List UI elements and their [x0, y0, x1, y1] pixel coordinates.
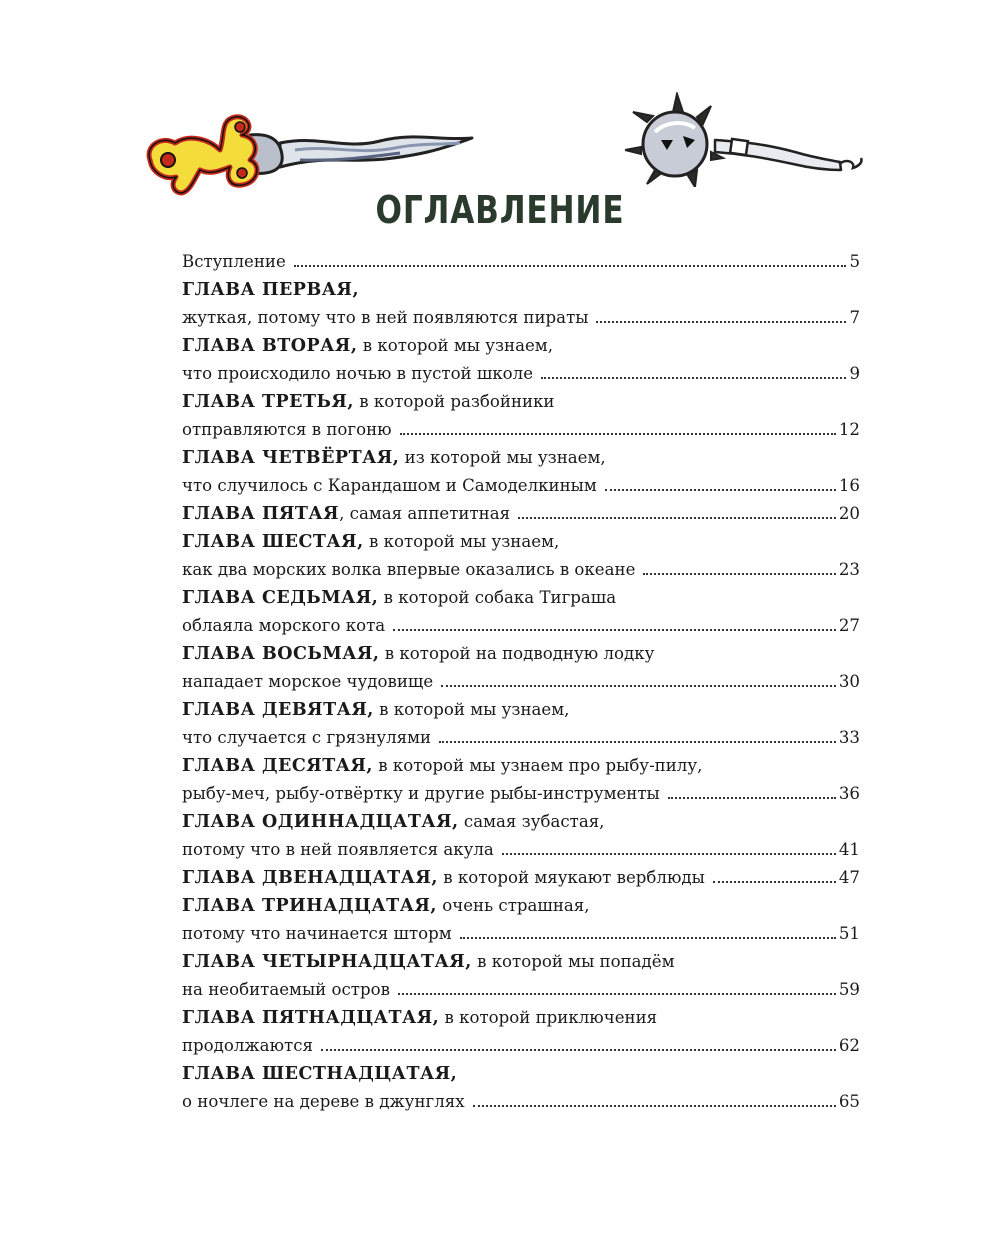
page-number: 59 — [838, 980, 860, 999]
toc-line — [182, 248, 860, 276]
dot-leader — [439, 740, 836, 743]
toc-line-text — [182, 360, 533, 388]
toc-line — [182, 444, 860, 472]
chapter-description: самая зубастая, — [458, 812, 605, 831]
toc-entry[interactable] — [182, 388, 860, 444]
chapter-heading: ГЛАВА ВОСЬМАЯ, — [182, 644, 380, 664]
chapter-description: потому что в ней появляется акула — [182, 840, 494, 859]
chapter-description: из которой мы узнаем, — [399, 448, 606, 467]
chapter-heading: ГЛАВА ТРИНАДЦАТАЯ, — [182, 896, 437, 916]
toc-line — [182, 1088, 860, 1116]
page-number: 7 — [849, 308, 860, 327]
toc-line-text — [182, 500, 510, 528]
dot-leader — [400, 432, 836, 435]
toc-line — [182, 780, 860, 808]
toc-entry[interactable] — [182, 584, 860, 640]
toc-line — [182, 920, 860, 948]
toc-entry[interactable] — [182, 444, 860, 500]
page-number: 36 — [838, 784, 860, 803]
chapter-description: в которой разбойники — [353, 392, 555, 411]
chapter-description: в которой на подводную лодку — [379, 644, 655, 663]
chapter-description: отправляются в погоню — [182, 420, 392, 439]
toc-line-text — [182, 696, 569, 724]
toc-line — [182, 724, 860, 752]
chapter-description: в которой приключения — [439, 1008, 658, 1027]
page-number: 30 — [838, 672, 860, 691]
chapter-heading: ГЛАВА ПЯТАЯ — [182, 504, 340, 524]
toc-line-text — [182, 584, 616, 612]
toc-line-text — [182, 612, 385, 640]
toc-line-text — [182, 808, 604, 836]
toc-line — [182, 976, 860, 1004]
toc-line — [182, 332, 860, 360]
toc-line — [182, 1004, 860, 1032]
chapter-description: в которой мы узнаем, — [363, 532, 560, 551]
chapter-description: что случается с грязнулями — [182, 728, 432, 747]
chapter-description: что происходило ночью в пустой школе — [182, 364, 534, 383]
chapter-description: Вступление — [182, 252, 286, 271]
toc-line — [182, 864, 860, 892]
toc-line-text — [182, 752, 702, 780]
toc-line — [182, 752, 860, 780]
chapter-description: в которой мы узнаем про рыбу-пилу, — [373, 756, 703, 775]
toc-line-text — [182, 556, 635, 584]
toc-line-text — [182, 1060, 457, 1088]
page-number: 23 — [838, 560, 860, 579]
toc-line — [182, 472, 860, 500]
toc-entry[interactable] — [182, 332, 860, 388]
toc-entry[interactable] — [182, 1060, 860, 1116]
chapter-description: , самая аппетитная — [339, 504, 511, 523]
dot-leader — [441, 684, 836, 687]
dot-leader — [605, 488, 836, 491]
toc-line — [182, 584, 860, 612]
toc-line-text — [182, 976, 390, 1004]
toc-line-text — [182, 864, 705, 892]
toc-line-text — [182, 724, 431, 752]
chapter-heading: ГЛАВА ШЕСТНАДЦАТАЯ, — [182, 1064, 458, 1084]
chapter-heading: ГЛАВА ПЯТНАДЦАТАЯ, — [182, 1008, 440, 1028]
toc-line — [182, 1032, 860, 1060]
chapter-description: в которой собака Тиграша — [378, 588, 617, 607]
toc-line — [182, 500, 860, 528]
toc-line-text — [182, 892, 590, 920]
toc-line-text — [182, 416, 392, 444]
toc-line-text — [182, 1032, 313, 1060]
toc-entry[interactable] — [182, 864, 860, 892]
toc-entry[interactable] — [182, 808, 860, 864]
page-number: 16 — [838, 476, 860, 495]
toc-line — [182, 360, 860, 388]
toc-entry[interactable] — [182, 1004, 860, 1060]
chapter-description: что случилось с Карандашом и Самоделкиным — [182, 476, 597, 495]
toc-entry[interactable] — [182, 248, 860, 276]
page-number: 47 — [838, 868, 860, 887]
chapter-heading: ГЛАВА ПЕРВАЯ, — [182, 280, 360, 300]
toc-line — [182, 836, 860, 864]
dot-leader — [294, 264, 847, 267]
page-number: 41 — [838, 840, 860, 859]
toc-line — [182, 640, 860, 668]
page-number: 27 — [838, 616, 860, 635]
dot-leader — [460, 936, 836, 939]
chapter-description: рыбу-меч, рыбу-отвёртку и другие рыбы-инструменты — [182, 784, 660, 803]
dot-leader — [713, 880, 836, 883]
page-number: 9 — [849, 364, 860, 383]
toc-line-text — [182, 388, 555, 416]
chapter-description: о ночлеге на дереве в джунглях — [182, 1092, 465, 1111]
toc-line-text — [182, 1088, 465, 1116]
toc-line-text — [182, 948, 675, 976]
chapter-description: облаяла морского кота — [182, 616, 386, 635]
chapter-heading: ГЛАВА ДЕВЯТАЯ, — [182, 700, 374, 720]
chapter-heading: ГЛАВА ОДИННАДЦАТАЯ, — [182, 812, 459, 832]
page-number: 5 — [849, 252, 860, 271]
chapter-heading: ГЛАВА СЕДЬМАЯ, — [182, 588, 379, 608]
page-number: 51 — [838, 924, 860, 943]
dot-leader — [473, 1104, 836, 1107]
toc-line — [182, 528, 860, 556]
toc-line-text — [182, 528, 559, 556]
dot-leader — [518, 516, 836, 519]
toc-line-text — [182, 276, 359, 304]
toc-line-text — [182, 248, 286, 276]
toc-line-text — [182, 332, 553, 360]
chapter-description: продолжаются — [182, 1036, 313, 1055]
toc-line — [182, 556, 860, 584]
chapter-heading: ГЛАВА ЧЕТВЁРТАЯ, — [182, 448, 400, 468]
dot-leader — [393, 628, 836, 631]
chapter-heading: ГЛАВА ШЕСТАЯ, — [182, 532, 364, 552]
toc-line — [182, 668, 860, 696]
toc-line-text — [182, 640, 654, 668]
toc-entry[interactable] — [182, 892, 860, 948]
chapter-description: в которой мы узнаем, — [357, 336, 553, 355]
chapter-description: нападает морское чудовище — [182, 672, 434, 691]
toc-line — [182, 612, 860, 640]
dot-leader — [668, 796, 836, 799]
dot-leader — [398, 992, 836, 995]
toc-line-text — [182, 444, 606, 472]
toc-line — [182, 808, 860, 836]
toc-entry[interactable] — [182, 696, 860, 752]
chapter-description: на необитаемый остров — [182, 980, 390, 999]
toc-line — [182, 416, 860, 444]
toc-line — [182, 1060, 860, 1088]
chapter-description: в которой мяукают верблюды — [437, 868, 705, 887]
toc-entry[interactable] — [182, 640, 860, 696]
dot-leader — [643, 572, 835, 575]
toc-line-text — [182, 836, 494, 864]
chapter-heading: ГЛАВА ВТОРАЯ, — [182, 336, 358, 356]
dot-leader — [596, 320, 846, 323]
toc-line-text — [182, 472, 597, 500]
page-title: ОГЛАВЛЕНИЕ — [375, 188, 625, 232]
chapter-heading: ГЛАВА ДВЕНАДЦАТАЯ, — [182, 868, 438, 888]
toc-entry[interactable] — [182, 528, 860, 584]
chapter-heading: ГЛАВА ДЕСЯТАЯ, — [182, 756, 374, 776]
chapter-heading: ГЛАВА ТРЕТЬЯ, — [182, 392, 354, 412]
page-number: 20 — [838, 504, 860, 523]
page-number: 12 — [838, 420, 860, 439]
chapter-description: жуткая, потому что в ней появляются пираты — [182, 308, 589, 327]
mace-illustration — [625, 92, 870, 187]
chapter-description: потому что начинается шторм — [182, 924, 452, 943]
toc-entry[interactable] — [182, 500, 860, 528]
chapter-heading: ГЛАВА ЧЕТЫРНАДЦАТАЯ, — [182, 952, 472, 972]
toc-line — [182, 304, 860, 332]
page-number: 65 — [838, 1092, 860, 1111]
chapter-description: как два морских волка впервые оказались в океане — [182, 560, 636, 579]
dot-leader — [502, 852, 836, 855]
toc-entry[interactable] — [182, 752, 860, 808]
toc-line — [182, 276, 860, 304]
chapter-description: в которой мы узнаем, — [373, 700, 570, 719]
toc-line-text — [182, 920, 452, 948]
toc-line — [182, 696, 860, 724]
toc-line-text — [182, 1004, 657, 1032]
toc-line-text — [182, 780, 660, 808]
page-number: 62 — [838, 1036, 860, 1055]
page-number: 33 — [838, 728, 860, 747]
dot-leader — [541, 376, 846, 379]
chapter-description: в которой мы попадём — [471, 952, 675, 971]
toc-line-text — [182, 304, 588, 332]
chapter-description: очень страшная, — [436, 896, 590, 915]
toc-entry[interactable] — [182, 276, 860, 332]
dot-leader — [321, 1048, 836, 1051]
toc-line — [182, 892, 860, 920]
toc-line-text — [182, 668, 433, 696]
table-of-contents — [182, 248, 860, 1116]
toc-line — [182, 388, 860, 416]
toc-entry[interactable] — [182, 948, 860, 1004]
toc-line — [182, 948, 860, 976]
